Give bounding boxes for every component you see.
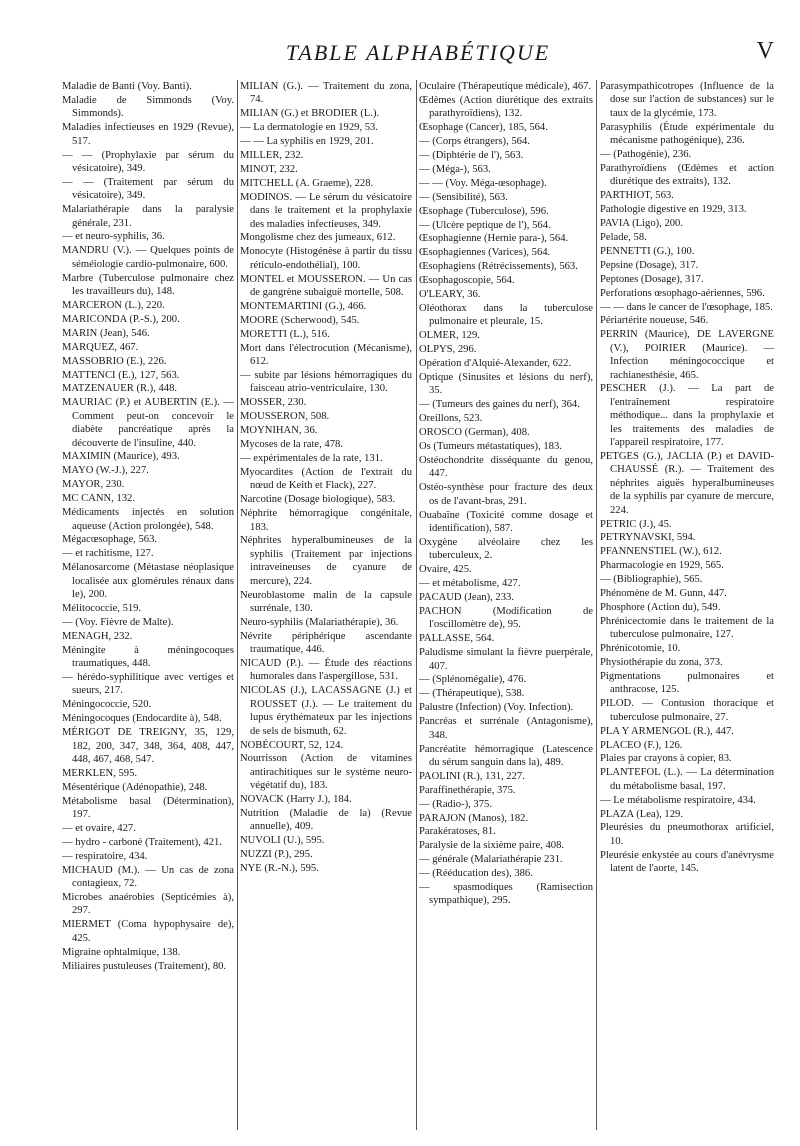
- index-entry: MARQUEZ, 467.: [62, 341, 139, 353]
- index-entry: MAYOR, 230.: [62, 479, 125, 491]
- index-entry: Paraffinethérapie, 375.: [419, 784, 516, 796]
- index-entry: PAOLINI (R.), 131, 227.: [419, 770, 525, 782]
- index-entry: O'LEARY, 36.: [419, 289, 481, 301]
- index-entry: Phosphore (Action du), 549.: [600, 601, 721, 613]
- index-entry: — (Thérapeutique), 538.: [419, 688, 525, 700]
- index-entry: Perforations œsophago-aériennes, 596.: [600, 287, 765, 299]
- index-column-4: [600, 80, 774, 1130]
- index-entry: Migraine ophtalmique, 138.: [62, 946, 181, 958]
- index-entry: Maladie de Simmonds (Voy. Simmonds).: [62, 94, 234, 120]
- index-entry: NOVACK (Harry J.), 184.: [240, 794, 352, 806]
- index-entry: Pancréas et surrénale (Antagonisme), 348.: [419, 716, 593, 741]
- index-entry: Miliaires pustuleuses (Traitement), 80.: [62, 960, 227, 972]
- index-entry: MOORE (Scherwood), 545.: [240, 314, 360, 326]
- index-entry: Opération d'Alquié-Alexander, 622.: [419, 358, 572, 370]
- index-entry: — (Corps étrangers), 564.: [419, 136, 530, 148]
- index-entry: OLPYS, 296.: [419, 344, 477, 356]
- index-entry: Neuro-syphilis (Malariathérapie), 36.: [240, 616, 399, 628]
- index-entry: Physiothérapie du zona, 373.: [600, 657, 723, 669]
- index-entry: OLMER, 129.: [419, 330, 480, 342]
- index-entry: Maladies infectieuses en 1929 (Revue), 517.: [62, 122, 234, 147]
- index-entry: PALLASSE, 564.: [419, 633, 495, 645]
- index-entry: Microbes anaérobies (Septicémies à), 297.: [62, 891, 234, 917]
- index-entry: PARAJON (Manos), 182.: [419, 812, 529, 824]
- index-entry: Ostéochondrite disséquante du genou, 447.: [419, 454, 593, 480]
- index-entry: MÉRIGOT DE TREIGNY, 35, 129, 182, 200, 347, 348, 364, 408, 447, 448, 467, 468, 547.: [62, 727, 234, 765]
- index-columns: [62, 80, 774, 1130]
- index-entry: MAXIMIN (Maurice), 493.: [62, 451, 180, 463]
- index-entry: NYE (R.-N.), 595.: [240, 863, 319, 875]
- index-entry: Plaies par crayons à copier, 83.: [600, 753, 732, 765]
- index-entry: Mélanosarcome (Métastase néoplasique localisée aux glomérules rénaux dans le), 200.: [62, 562, 234, 601]
- index-entry: Parasyphilis (Étude expérimentale du mécanisme pathogénique), 236.: [600, 121, 774, 147]
- index-entry: — spasmodiques (Ramisection sympathique), 295.: [419, 882, 593, 907]
- index-entry: Œsophagiennes (Varices), 564.: [419, 247, 551, 259]
- index-entry: Malariathérapie dans la paralysie générale, 231.: [62, 204, 234, 229]
- index-entry: MOUSSERON, 508.: [240, 411, 330, 423]
- index-entry: Pelade, 58.: [600, 231, 647, 243]
- index-column-1: [62, 80, 234, 1130]
- index-entry: MONTEMARTINI (G.), 466.: [240, 301, 367, 312]
- index-entry: MORETTI (L.), 516.: [240, 328, 330, 340]
- index-entry: Œsophagiens (Rétrécissements), 563.: [419, 261, 578, 273]
- index-entry: Oculaire (Thérapeutique médicale), 467.: [419, 81, 592, 92]
- index-entry: Oxygène alvéolaire chez les tuberculeux, 2.: [419, 536, 593, 562]
- index-entry: — — (Traitement par sérum du vésicatoire), 349.: [62, 176, 234, 202]
- index-entry: — (Radio-), 375.: [419, 798, 492, 810]
- page-header: [62, 34, 774, 74]
- index-entry: Mycoses de la rate, 478.: [240, 439, 343, 451]
- index-entry: MANDRU (V.). — Quelques points de séméiologie cardio-pulmonaire, 600.: [62, 245, 234, 270]
- index-entry: Ouabaïne (Toxicité comme dosage et identification), 587.: [419, 509, 593, 534]
- index-entry: Méningite à méningocoques traumatiques, 448.: [62, 644, 234, 670]
- index-entry: NICOLAS (J.), LACASSAGNE (J.) et ROUSSET (J.). — Le traitement du lupus érythémateux par les injections de sels de bismuth, 62.: [240, 685, 412, 737]
- index-entry: PLACEO (F.), 126.: [600, 739, 683, 751]
- index-entry: Œsophagoscopie, 564.: [419, 275, 515, 287]
- index-entry: Mélitococcie, 519.: [62, 602, 142, 614]
- index-entry: NICAUD (P.). — Étude des réactions humorales dans l'aspergillose, 531.: [240, 658, 412, 683]
- index-entry: Oléothorax dans la tuberculose pulmonaire et pleurale, 15.: [419, 303, 593, 328]
- index-entry: — (Ulcère peptique de l'), 564.: [419, 219, 551, 231]
- index-entry: MOYNIHAN, 36.: [240, 425, 318, 437]
- index-entry: PETRIC (J.), 45.: [600, 518, 672, 530]
- index-entry: MILLER, 232.: [240, 150, 304, 162]
- index-entry: MILIAN (G.). — Traitement du zona, 74.: [240, 81, 412, 106]
- index-entry: OROSCO (German), 408.: [419, 427, 530, 439]
- index-entry: Mongolisme chez des jumeaux, 612.: [240, 232, 396, 244]
- index-entry: — (Pathogénie), 236.: [600, 149, 692, 161]
- index-entry: PETRYNAVSKI, 594.: [600, 532, 696, 544]
- index-entry: — La dermatologie en 1929, 53.: [240, 122, 378, 134]
- index-entry: MILIAN (G.) et BRODIER (L.).: [240, 108, 380, 120]
- index-entry: MOSSER, 230.: [240, 397, 307, 409]
- index-entry: — (Diphtérie de l'), 563.: [419, 150, 524, 162]
- index-entry: MENAGH, 232.: [62, 630, 133, 642]
- index-entry: MATTENCI (E.), 127, 563.: [62, 369, 180, 381]
- index-entry: Ovaire, 425.: [419, 564, 472, 576]
- index-entry: Néphrites hyperalbumineuses de la syphilis (Traitement par injections intraveineuses de cyanure de mercure), 224.: [240, 535, 412, 587]
- index-entry: MAYO (W.-J.), 227.: [62, 465, 149, 477]
- index-entry: MITCHELL (A. Graeme), 228.: [240, 177, 374, 189]
- index-entry: — et rachitisme, 127.: [62, 548, 154, 560]
- index-entry: MINOT, 232.: [240, 163, 298, 175]
- index-entry: Ostéo-synthèse pour fracture des deux os de l'avant-bras, 291.: [419, 482, 593, 507]
- index-entry: Névrite périphérique ascendante traumatique, 446.: [240, 630, 412, 656]
- index-entry: Phrénicotomie, 10.: [600, 643, 681, 655]
- index-entry: PLAZA (Lea), 129.: [600, 808, 683, 820]
- index-entry: Périartérite noueuse, 546.: [600, 315, 709, 327]
- index-entry: NOBÉCOURT, 52, 124.: [240, 739, 344, 751]
- index-entry: — (Rééducation des), 386.: [419, 868, 533, 880]
- index-entry: PACHON (Modification de l'oscillomètre de), 95.: [419, 605, 593, 631]
- index-entry: Médicaments injectés en solution aqueuse (Action prolongée), 548.: [62, 507, 234, 532]
- index-entry: Mort dans l'électrocution (Mécanisme), 612.: [240, 342, 412, 368]
- index-entry: — (Méga-), 563.: [419, 163, 491, 175]
- index-entry: Neuroblastome malin de la capsule surrénale, 130.: [240, 589, 412, 614]
- index-entry: PAVIA (Ligo), 200.: [600, 218, 683, 230]
- index-entry: MARIN (Jean), 546.: [62, 327, 150, 339]
- index-entry: Peptones (Dosage), 317.: [600, 273, 704, 285]
- index-entry: MIERMET (Coma hypophysaire de), 425.: [62, 919, 234, 944]
- index-entry: Œsophage (Tuberculose), 596.: [419, 205, 549, 217]
- index-entry: — — (Prophylaxie par sérum du vésicatoire), 349.: [62, 149, 234, 174]
- index-entry: Pharmacologie en 1929, 565.: [600, 560, 724, 572]
- index-entry: — (Voy. Fièvre de Malte).: [62, 616, 174, 628]
- index-entry: Nourrisson (Action de vitamines antirachitiques sur le système neuro-végétatif du), 183.: [240, 753, 412, 792]
- index-entry: — (Sensibilité), 563.: [419, 191, 508, 203]
- index-entry: Paludisme simulant la fièvre puerpérale, 407.: [419, 647, 593, 672]
- index-entry: Mésentérique (Adénopathie), 248.: [62, 781, 208, 793]
- index-entry: — (Bibliographie), 565.: [600, 574, 703, 586]
- index-entry: Méningococcie, 520.: [62, 699, 152, 711]
- index-entry: Œsophagienne (Hernie para-), 564.: [419, 233, 569, 245]
- index-entry: MICHAUD (M.). — Un cas de zona contagieux, 72.: [62, 864, 234, 890]
- index-entry: PLA Y ARMENGOL (R.), 447.: [600, 725, 734, 737]
- index-entry: MASSOBRIO (E.), 226.: [62, 355, 167, 367]
- index-entry: PETGES (G.), JACLIA (P.) et DAVID-CHAUSSÉ (R.). — Traitement des néphrites aiguës hyperalbumineuses de la syphilis par cyanure de mercure, 224.: [600, 450, 774, 516]
- index-entry: PARTHIOT, 563.: [600, 190, 674, 202]
- index-entry: Optique (Sinusites et lésions du nerf), 35.: [419, 372, 593, 397]
- index-entry: PFANNENSTIEL (W.), 612.: [600, 546, 722, 558]
- index-entry: MAURIAC (P.) et AUBERTIN (E.). — Comment peut-on concevoir le diabète pancréatique après la découverte de l'insuline, 440.: [62, 397, 234, 449]
- index-entry: MERKLEN, 595.: [62, 767, 138, 779]
- index-entry: MODINOS. — Le sérum du vésicatoire dans le traitement et la prophylaxie des maladies infectieuses, 349.: [240, 191, 412, 230]
- column-divider: [596, 80, 597, 1130]
- index-entry: Pigmentations pulmonaires et anthracose, 125.: [600, 670, 774, 696]
- index-entry: — (Tumeurs des gaines du nerf), 364.: [419, 399, 580, 411]
- column-divider: [237, 80, 238, 1130]
- index-entry: Méningocoques (Endocardite à), 548.: [62, 713, 222, 725]
- index-entry: Parasympathicotropes (Influence de la dose sur l'action de substances) sur le taux de la glycémie, 173.: [600, 81, 774, 119]
- index-entry: — subite par lésions hémorragiques du faisceau atrio-ventriculaire, 130.: [240, 370, 412, 395]
- index-entry: MC CANN, 132.: [62, 493, 135, 505]
- index-entry: — et métabolisme, 427.: [419, 578, 521, 590]
- index-entry: — respiratoire, 434.: [62, 850, 148, 862]
- index-entry: — — La syphilis en 1929, 201.: [240, 136, 374, 148]
- index-entry: — — dans le cancer de l'œsophage, 185.: [600, 301, 773, 313]
- index-entry: Pathologie digestive en 1929, 313.: [600, 204, 747, 216]
- index-entry: Myocardites (Action de l'extrait du nœud de Keith et Flack), 227.: [240, 466, 412, 492]
- index-entry: — générale (Malariathérapie 231.: [419, 854, 563, 866]
- index-entry: Nutrition (Maladie de la) (Revue annuelle), 409.: [240, 808, 412, 833]
- index-entry: — et ovaire, 427.: [62, 822, 136, 834]
- index-entry: PENNETTI (G.), 100.: [600, 245, 695, 257]
- index-entry: Phénomène de M. Gunn, 447.: [600, 588, 727, 600]
- index-entry: — (Splénomégalie), 476.: [419, 674, 527, 686]
- index-entry: Pepsine (Dosage), 317.: [600, 259, 699, 271]
- index-entry: Pleurésies du pneumothorax artificiel, 10.: [600, 822, 774, 847]
- index-entry: Paralysie de la sixième paire, 408.: [419, 840, 565, 852]
- index-entry: Os (Tumeurs métastatiques), 183.: [419, 441, 562, 453]
- index-entry: — et neuro-syphilis, 36.: [62, 231, 165, 243]
- index-entry: PERRIN (Maurice), DE LAVERGNE (V.), POIRIER (Maurice). — Infection méningococcique et rachianesthésie, 465.: [600, 329, 774, 381]
- index-entry: NUVOLI (U.), 595.: [240, 835, 325, 847]
- index-entry: Monocyte (Histogénèse à partir du tissu réticulo-endothélial), 100.: [240, 246, 412, 271]
- page-number: V: [756, 38, 774, 64]
- index-entry: Parakératoses, 81.: [419, 826, 496, 838]
- index-entry: Marbre (Tuberculose pulmonaire chez les travailleurs du), 148.: [62, 272, 234, 298]
- index-entry: Néphrite hémorragique congénitale, 183.: [240, 508, 412, 533]
- index-entry: Maladie de Banti (Voy. Banti).: [62, 81, 192, 92]
- index-entry: Métabolisme basal (Détermination), 197.: [62, 795, 234, 821]
- index-column-2: [240, 80, 412, 1130]
- index-entry: — expérimentales de la rate, 131.: [240, 452, 383, 464]
- index-entry: Œsophage (Cancer), 185, 564.: [419, 122, 548, 134]
- index-entry: MONTEL et MOUSSERON. — Un cas de gangrène subaiguë mortelle, 508.: [240, 273, 412, 299]
- index-entry: PILOD. — Contusion thoracique et tuberculose pulmonaire, 27.: [600, 698, 774, 723]
- running-title: TABLE ALPHABÉTIQUE: [285, 40, 551, 65]
- index-entry: Narcotine (Dosage biologique), 583.: [240, 494, 396, 506]
- index-entry: PACAUD (Jean), 233.: [419, 592, 514, 604]
- index-entry: Mégacœsophage, 563.: [62, 534, 158, 546]
- index-entry: Phrénicectomie dans le traitement de la tuberculose pulmonaire, 127.: [600, 615, 774, 641]
- index-entry: MARCERON (L.), 220.: [62, 300, 165, 311]
- index-entry: — hydro - carboné (Traitement), 421.: [62, 836, 222, 848]
- index-entry: NUZZI (P.), 295.: [240, 849, 313, 861]
- index-entry: — hérédo-syphilitique avec vertiges et sueurs, 217.: [62, 671, 234, 697]
- index-entry: Pancréatite hémorragique (Latescence du sérum sanguin dans la), 489.: [419, 743, 593, 768]
- index-entry: Oreillons, 523.: [419, 413, 483, 425]
- index-entry: Parathyroïdiens (Œdèmes et action diurétique des extraits), 132.: [600, 162, 774, 188]
- index-entry: Palustre (Infection) (Voy. Infection).: [419, 702, 574, 714]
- column-divider: [416, 80, 417, 1130]
- index-entry: — Le métabolisme respiratoire, 434.: [600, 794, 756, 806]
- index-entry: Pleurésie enkystée au cours d'anévrysme latent de l'aorte, 145.: [600, 849, 774, 875]
- index-column-3: [419, 80, 593, 1130]
- index-entry: — — (Voy. Méga-œsophage).: [419, 177, 547, 189]
- index-entry: PLANTEFOL (L.). — La détermination du métabolisme basal, 197.: [600, 767, 774, 792]
- index-entry: PESCHER (J.). — La part de l'entraînement respiratoire méthodique... dans la prophylaxie et les traitements des maladies de l'appareil respiratoire, 177.: [600, 383, 774, 449]
- index-entry: MARICONDA (P.-S.), 200.: [62, 313, 180, 325]
- index-entry: Œdèmes (Action diurétique des extraits parathyroïdiens), 132.: [419, 94, 593, 120]
- index-entry: MATZENAUER (R.), 448.: [62, 383, 178, 395]
